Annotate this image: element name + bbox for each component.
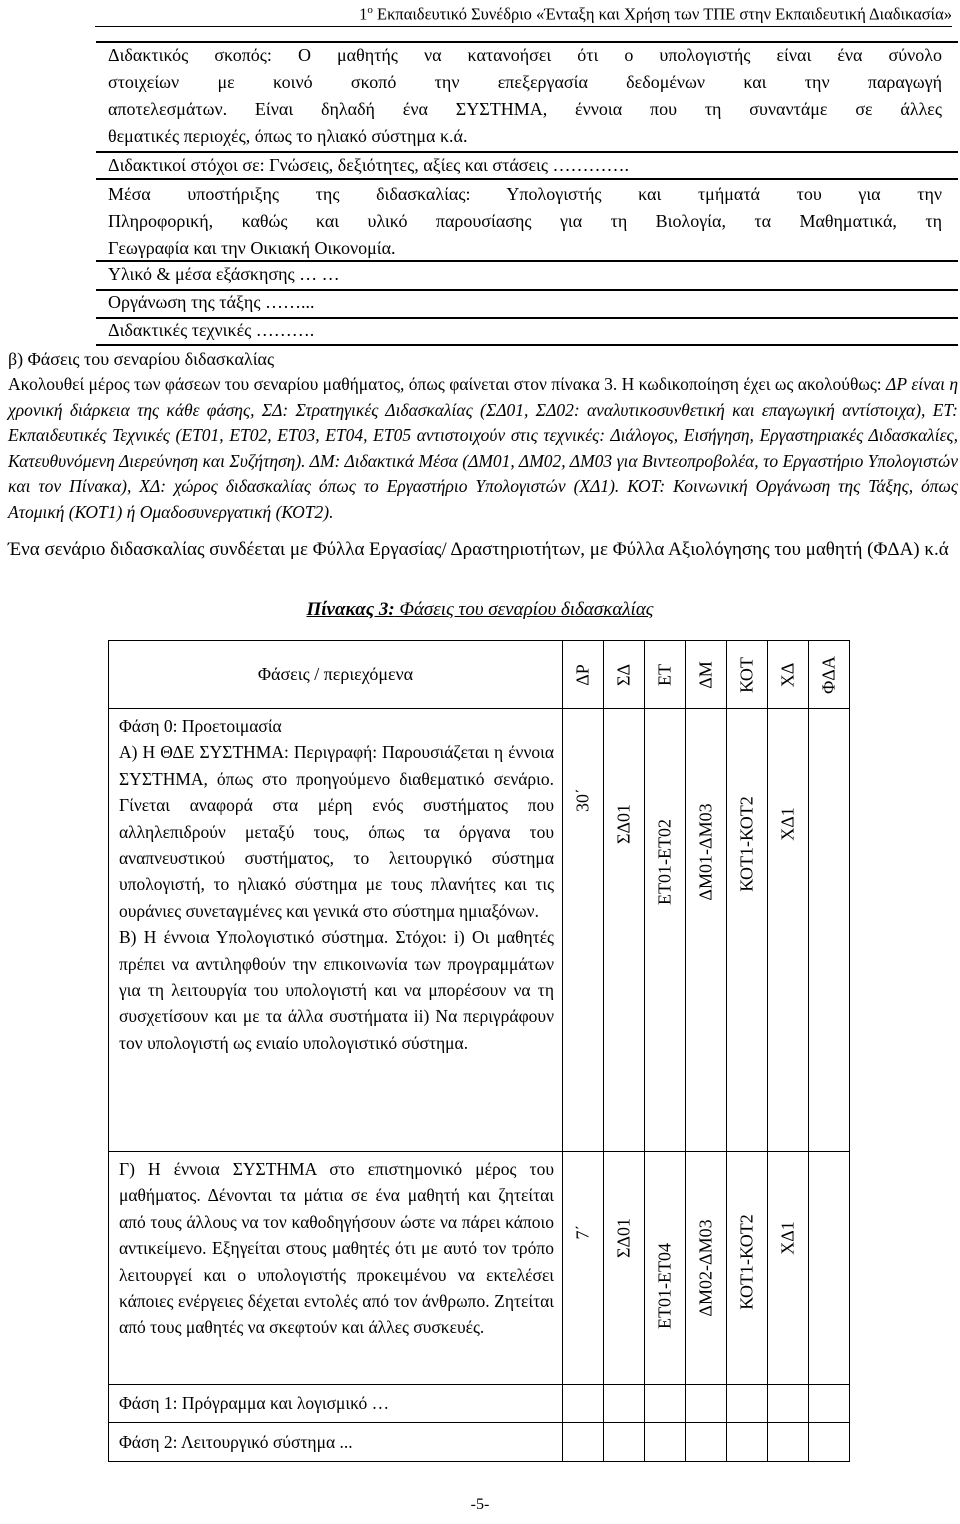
running-header: [359, 4, 952, 25]
phase-paragraph: Α) Η ΘΔΕ ΣΥΣΤΗΜΑ: Περιγραφή: Παρουσιάζεται η έννοια ΣΥΣΤΗΜΑ, όπως στο προηγούμενο διαθεματικό σενάριο. Γίνεται αναφορά στα μέρη ενός συστήματος που αλληλεπιδρούν μεταξύ τους, όπως τα όργανα του αναπνευστικού συστήματος, το λειτουργικό σύστημα υπολογιστή, το ηλιακό σύστημα με τους πλανήτες και τις ουράνιες συνεταγμένες και γενικά στο σύστημα ημιαξόνων.: [119, 742, 554, 921]
means-line: Γεωγραφία και την Οικιακή Οικονομία.: [108, 238, 396, 258]
kot-value: ΚΟΤ1-ΚΟΤ2: [736, 1214, 757, 1310]
dr-value: 7΄: [572, 1224, 593, 1240]
table-row: [109, 1423, 850, 1462]
header-label: ΚΟΤ: [736, 656, 757, 693]
caption-label: Πίνακας 3:: [306, 599, 395, 620]
value-cell: [768, 1423, 809, 1462]
form-rule: [96, 289, 958, 291]
value-cell: [727, 1423, 768, 1462]
means-text: [108, 181, 942, 262]
value-cell: [809, 1152, 850, 1385]
header-sd: [604, 641, 645, 709]
value-cell: [727, 709, 768, 1152]
caption-text: Φάσεις του σεναρίου διδασκαλίας: [399, 599, 654, 620]
phase-paragraph: Γ) Η έννοια ΣΥΣΤΗΜΑ στο επιστημονικό μέρος του μαθήματος. Δένονται τα μάτια σε ένα μαθητή και ζητείται από τους άλλους να τον καθοδηγήσουν ώστε να πάρει κάποιο αντικείμενο. Εξηγείται στους μαθητές ότι με αυτό τον τρόπο λειτουργεί και ο υπολογιστής προκειμένου να εκτελέσει κάποιες ενέργειες δέχεται εντολές από τον άνθρωπο. Ζητείται από τους μαθητές να σκεφτούν και άλλες συσκευές.: [119, 1159, 554, 1338]
section-heading: β) Φάσεις του σεναρίου διδασκαλίας: [8, 349, 275, 369]
form-rule: [96, 41, 958, 43]
header-kot: [727, 641, 768, 709]
organization-line: Οργάνωση της τάξης ……...: [108, 292, 315, 312]
objectives-line: Διδακτικοί στόχοι σε: Γνώσεις, δεξιότητες, αξίες και στάσεις ………….: [108, 155, 629, 175]
table-row: [109, 709, 850, 1152]
phase-text: [119, 1390, 554, 1416]
form-rule: [96, 260, 958, 262]
header-rule: [95, 26, 952, 27]
techniques-line: Διδακτικές τεχνικές ……….: [108, 320, 315, 340]
dr-value: 30΄: [572, 788, 593, 812]
et-value: ΕΤ01-ΕΤ02: [654, 819, 675, 905]
value-cell: [604, 1423, 645, 1462]
sd-value: ΣΔ01: [613, 803, 634, 845]
goal-line: στοιχείων με κοινό σκοπό την επεξεργασία δεδομένων και την παραγωγή: [108, 72, 942, 92]
value-cell: [768, 1152, 809, 1385]
phase-text: [119, 713, 554, 1056]
header-label: ΧΔ: [777, 662, 798, 687]
phase-cell: [109, 1152, 563, 1385]
value-cell: [563, 1423, 604, 1462]
header-label: ΦΔΑ: [818, 655, 839, 694]
phase-text: [119, 1156, 554, 1341]
value-cell: [686, 709, 727, 1152]
value-cell: [686, 1152, 727, 1385]
value-cell: [809, 709, 850, 1152]
goal-text: [108, 42, 942, 150]
header-title: Εκπαιδευτικό Συνέδριο «Ένταξη και Χρήση των ΤΠΕ στην Εκπαιδευτική Διαδικασία»: [377, 4, 952, 24]
form-rule: [96, 178, 958, 180]
header-xd: [768, 641, 809, 709]
table-row: [109, 1152, 850, 1385]
worksheet-paragraph: Ένα σενάριο διδασκαλίας συνδέεται με Φύλλα Εργασίας/ Δραστηριοτήτων, με Φύλλα Αξιολόγησης του μαθητή (ΦΔΑ) κ.ά: [8, 539, 949, 560]
value-cell: [645, 1385, 686, 1423]
sd-value: ΣΔ01: [613, 1217, 634, 1259]
value-cell: [809, 1423, 850, 1462]
phases-table: [108, 640, 850, 1462]
means-line: Μέσα υποστήριξης της διδασκαλίας: Υπολογιστής και τμήματά του για την: [108, 184, 942, 204]
kot-value: ΚΟΤ1-ΚΟΤ2: [736, 796, 757, 892]
materials-line: Υλικό & μέσα εξάσκησης … …: [108, 264, 340, 284]
table-header-row: [109, 641, 850, 709]
xd-value: ΧΔ1: [777, 1221, 798, 1255]
phase-paragraph: Φάση 2: Λειτουργικό σύστημα ...: [119, 1431, 353, 1452]
form-rule: [96, 151, 958, 153]
form-rule: [96, 344, 958, 346]
value-cell: [645, 1152, 686, 1385]
phase-text: [119, 1429, 554, 1455]
value-cell: [604, 1385, 645, 1423]
value-cell: [604, 709, 645, 1152]
value-cell: [645, 709, 686, 1152]
header-superscript: ο: [367, 4, 373, 16]
table-caption: [0, 599, 960, 621]
coding-intro: Ακολουθεί μέρος των φάσεων του σεναρίου μαθήματος, όπως φαίνεται στον πίνακα 3. Η κωδικοποίηση έχει ως ακολούθως:: [8, 374, 882, 394]
value-cell: [563, 709, 604, 1152]
phase-paragraph: Β) Η έννοια Υπολογιστικό σύστημα. Στόχοι: i) Οι μαθητές πρέπει να αντιληφθούν την επικοινωνία των προγραμμάτων για τη λειτουργία του υπολογιστή και να μπορέσουν να τη συσχετίσουν και με τα άλλα συστήματα ii) Να περιγράφουν τον υπολογιστή ως ενιαίο υπολογιστικό σύστημα.: [119, 927, 554, 1053]
table-row: [109, 1385, 850, 1423]
goal-line: αποτελεσμάτων. Είναι δηλαδή ένα ΣΥΣΤΗΜΑ, έννοια που τη συναντάμε σε άλλες: [108, 99, 942, 119]
value-cell: [809, 1385, 850, 1423]
page-number: -5-: [470, 1496, 490, 1513]
value-cell: [563, 1385, 604, 1423]
phase-cell: [109, 709, 563, 1152]
value-cell: [727, 1152, 768, 1385]
phase-cell: [109, 1385, 563, 1423]
form-rule: [96, 317, 958, 319]
header-phases: Φάσεις / περιεχόμενα: [109, 641, 563, 709]
dm-value: ΔΜ01-ΔΜ03: [695, 803, 716, 901]
xd-value: ΧΔ1: [777, 807, 798, 841]
phase-paragraph: Φάση 0: Προετοιμασία: [119, 716, 282, 736]
value-cell: [768, 1385, 809, 1423]
header-et: [645, 641, 686, 709]
value-cell: [563, 1152, 604, 1385]
header-label: ΣΔ: [613, 663, 634, 686]
header-dr: [563, 641, 604, 709]
means-line: Πληροφορική, καθώς και υλικό παρουσίασης για τη Βιολογία, τα Μαθηματικά, τη: [108, 211, 942, 231]
coding-paragraph: [8, 372, 958, 525]
phase-paragraph: Φάση 1: Πρόγραμμα και λογισμικό …: [119, 1393, 390, 1414]
et-value: ΕΤ01-ΕΤ04: [654, 1243, 675, 1329]
goal-line: θεματικές περιοχές, όπως το ηλιακό σύστημα κ.ά.: [108, 126, 468, 146]
coding-legend: ΔΡ είναι η χρονική διάρκεια της κάθε φάσης, ΣΔ: Στρατηγικές Διδασκαλίας (ΣΔ01, ΣΔ02: αναλυτικοσυνθετική και επαγωγική αντίστοιχα), ΕΤ: Εκπαιδευτικές Τεχνικές (ΕΤ01, ΕΤ02, ΕΤ03, ΕΤ04, ΕΤ05 αντιστοιχούν στις τεχνικές: Διάλογος, Εισήγηση, Εργαστηριακές Διδασκαλίες, Κατευθυνόμενη Διερεύνηση και Συζήτηση). ΔΜ: Διδακτικά Μέσα (ΔΜ01, ΔΜ02, ΔΜ03 για Βιντεοπροβολέα, το Εργαστήριο Υπολογιστών και τον Πίνακα), ΧΔ: χώρος διδασκαλίας όπως το Εργαστήριο Υπολογιστών (ΧΔ1). ΚΟΤ: Κοινωνική Οργάνωση της Τάξης, όπως Ατομική (ΚΟΤ1) ή Ομαδοσυνεργατική (ΚΟΤ2).: [8, 374, 959, 522]
value-cell: [604, 1152, 645, 1385]
header-label: ΔΡ: [572, 663, 593, 686]
header-number: 1: [359, 4, 368, 24]
value-cell: [727, 1385, 768, 1423]
header-fda: [809, 641, 850, 709]
value-cell: [686, 1385, 727, 1423]
dm-value: ΔΜ02-ΔΜ03: [695, 1219, 716, 1317]
phase-cell: [109, 1423, 563, 1462]
header-dm: [686, 641, 727, 709]
header-label: ΕΤ: [654, 663, 675, 686]
value-cell: [768, 709, 809, 1152]
goal-line: Διδακτικός σκοπός: Ο μαθητής να κατανοήσει ότι ο υπολογιστής είναι ένα σύνολο: [108, 45, 942, 65]
value-cell: [686, 1423, 727, 1462]
header-label: ΔΜ: [695, 660, 716, 689]
value-cell: [645, 1423, 686, 1462]
